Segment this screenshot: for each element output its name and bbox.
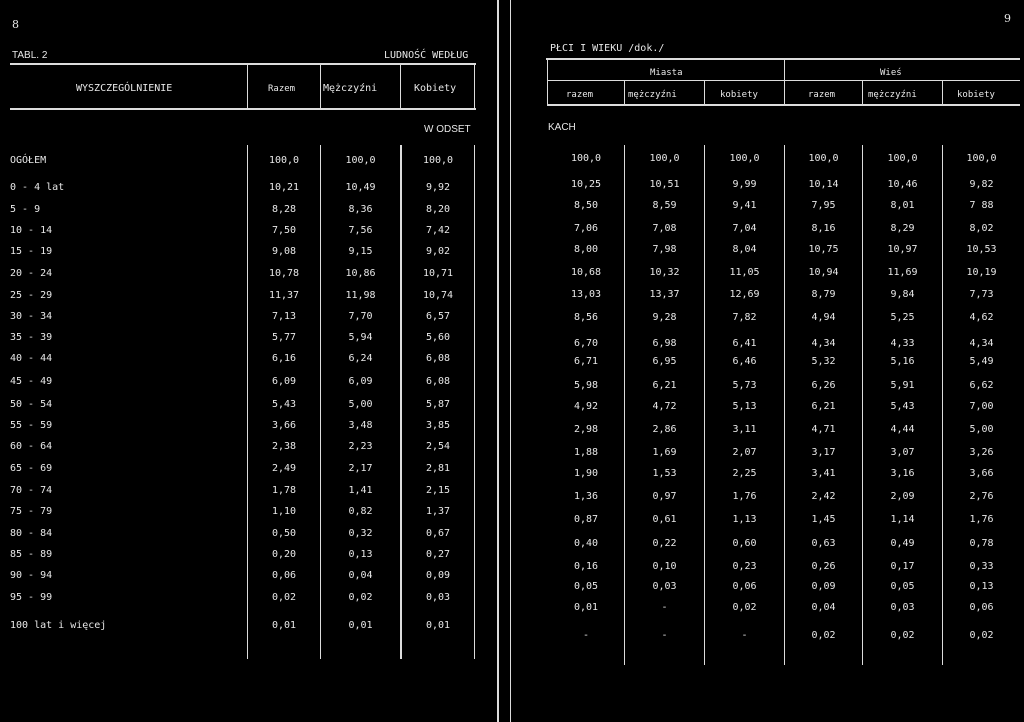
cell-wies-razem: 0,04	[811, 602, 836, 613]
cell-miasta-razem: 5,98	[573, 380, 599, 391]
cell-razem: 10,21	[268, 182, 300, 193]
cell-miasta-razem: 6,71	[573, 356, 599, 367]
row-label: 50 - 54	[10, 399, 53, 410]
cell-miasta-razem: 2,98	[573, 424, 599, 435]
cell-miasta-mezczyzni: 4,72	[652, 401, 677, 412]
cell-razem: 0,50	[271, 528, 297, 539]
cell-mezczyzni: 1,41	[348, 485, 373, 496]
cell-razem: 0,01	[271, 620, 297, 631]
cell-wies-mezczyzni: 5,91	[890, 380, 915, 391]
cell-wies-mezczyzni: 5,25	[890, 312, 915, 323]
cell-razem: 7,50	[271, 225, 297, 236]
row-label: 35 - 39	[10, 332, 53, 343]
cell-razem: 10,78	[268, 268, 300, 279]
rule-header-bottom-right	[547, 104, 1020, 106]
cell-miasta-kobiety: 7,82	[732, 312, 757, 323]
hdr-sep-2	[320, 64, 321, 109]
cell-wies-mezczyzni: 3,16	[890, 468, 915, 479]
cell-kobiety: 100,0	[422, 155, 454, 166]
cell-wies-razem: 8,79	[811, 289, 836, 300]
page-number-right: 9	[1004, 12, 1011, 25]
cell-wies-mezczyzni: 10,97	[887, 244, 918, 255]
row-label: 65 - 69	[10, 463, 53, 474]
cell-wies-razem: 0,09	[811, 581, 836, 592]
cell-miasta-mezczyzni: 0,97	[652, 491, 677, 502]
cell-kobiety: 5,60	[425, 332, 451, 343]
cell-miasta-razem: 10,68	[570, 267, 602, 278]
cell-wies-mezczyzni: 0,02	[890, 630, 915, 641]
cell-wies-kobiety: 7,73	[969, 289, 994, 300]
rule-top-left	[10, 63, 476, 65]
row-label: 80 - 84	[10, 528, 53, 539]
cell-miasta-mezczyzni: 7,98	[652, 244, 677, 255]
cell-kobiety: 9,02	[425, 246, 451, 257]
cell-mezczyzni: 11,98	[345, 290, 376, 301]
cell-wies-mezczyzni: 0,05	[890, 581, 915, 592]
table-label: TABL. 2	[12, 50, 48, 61]
cell-mezczyzni: 2,23	[348, 441, 373, 452]
cell-wies-kobiety: 0,33	[969, 561, 994, 572]
cell-miasta-mezczyzni: 10,51	[649, 179, 680, 190]
cell-miasta-razem: -	[582, 630, 590, 641]
cell-razem: 5,77	[271, 332, 297, 343]
cell-razem: 0,02	[271, 592, 297, 603]
cell-wies-kobiety: 0,13	[969, 581, 994, 592]
cell-miasta-mezczyzni: 2,86	[652, 424, 677, 435]
cell-wies-mezczyzni: 8,29	[890, 223, 915, 234]
group-wies: Wieś	[880, 68, 902, 78]
cell-miasta-mezczyzni: 1,53	[652, 468, 677, 479]
row-label: 55 - 59	[10, 420, 53, 431]
cell-miasta-razem: 6,70	[573, 338, 599, 349]
cell-mezczyzni: 10,86	[345, 268, 376, 279]
cell-wies-kobiety: 9,82	[969, 179, 994, 190]
cell-miasta-mezczyzni: 9,28	[652, 312, 677, 323]
cell-wies-mezczyzni: 0,03	[890, 602, 915, 613]
cell-wies-mezczyzni: 4,44	[890, 424, 915, 435]
col-w-kobiety: kobiety	[957, 90, 995, 100]
cell-wies-razem: 3,17	[811, 447, 836, 458]
cell-miasta-mezczyzni: 8,59	[652, 200, 677, 211]
col-m-razem: razem	[566, 90, 594, 100]
cell-wies-kobiety: 8,02	[969, 223, 994, 234]
row-label: 40 - 44	[10, 353, 53, 364]
cell-miasta-kobiety: 9,99	[732, 179, 757, 190]
row-label: 95 - 99	[10, 592, 53, 603]
rule-top-right	[546, 58, 1020, 60]
rhdr-sep-mid	[784, 60, 785, 105]
cell-kobiety: 0,67	[425, 528, 451, 539]
cell-kobiety: 9,92	[425, 182, 451, 193]
cell-wies-kobiety: 5,49	[969, 356, 994, 367]
cell-wies-razem: 4,94	[811, 312, 836, 323]
cell-miasta-kobiety: 0,02	[732, 602, 757, 613]
cell-miasta-kobiety: 1,13	[732, 514, 757, 525]
cell-mezczyzni: 5,94	[348, 332, 373, 343]
cell-kobiety: 2,54	[425, 441, 451, 452]
row-label: 45 - 49	[10, 376, 53, 387]
cell-wies-razem: 10,14	[808, 179, 839, 190]
cell-wies-kobiety: 7,00	[969, 401, 994, 412]
unit-label-part1: W ODSET	[424, 124, 471, 135]
col-m-mezczyzni: mężczyźni	[628, 90, 677, 100]
cell-wies-kobiety: 5,00	[969, 424, 994, 435]
cell-wies-kobiety: 0,78	[969, 538, 994, 549]
col-w-mezczyzni: mężczyźni	[868, 90, 917, 100]
cell-kobiety: 1,37	[425, 506, 451, 517]
cell-miasta-razem: 10,25	[570, 179, 602, 190]
cell-mezczyzni: 7,70	[348, 311, 373, 322]
row-label: 100 lat i więcej	[10, 620, 107, 631]
cell-miasta-kobiety: 0,06	[732, 581, 757, 592]
col-header-wyszczegolnienie: WYSZCZEGÓLNIENIE	[76, 83, 173, 94]
cell-wies-razem: 5,32	[811, 356, 836, 367]
cell-razem: 100,0	[268, 155, 300, 166]
cell-kobiety: 3,85	[425, 420, 451, 431]
cell-miasta-kobiety: 3,11	[732, 424, 757, 435]
row-label: 15 - 19	[10, 246, 53, 257]
cell-razem: 2,49	[271, 463, 297, 474]
cell-mezczyzni: 6,09	[348, 376, 373, 387]
col-m-kobiety: kobiety	[720, 90, 758, 100]
cell-wies-mezczyzni: 100,0	[887, 153, 918, 164]
row-label: 5 - 9	[10, 204, 41, 215]
cell-miasta-mezczyzni: 100,0	[649, 153, 680, 164]
cell-miasta-kobiety: -	[741, 630, 748, 641]
cell-kobiety: 10,74	[422, 290, 454, 301]
cell-miasta-kobiety: 2,07	[732, 447, 757, 458]
cell-razem: 1,78	[271, 485, 297, 496]
cell-wies-razem: 3,41	[811, 468, 836, 479]
cell-miasta-razem: 13,03	[570, 289, 602, 300]
group-miasta: Miasta	[650, 68, 683, 78]
body-sep-4	[474, 145, 475, 659]
cell-miasta-razem: 7,06	[573, 223, 599, 234]
cell-wies-kobiety: 10,19	[966, 267, 997, 278]
cell-wies-razem: 0,63	[811, 538, 836, 549]
cell-razem: 6,16	[271, 353, 297, 364]
cell-wies-razem: 10,75	[808, 244, 839, 255]
cell-mezczyzni: 2,17	[348, 463, 373, 474]
cell-miasta-razem: 0,05	[573, 581, 599, 592]
cell-miasta-mezczyzni: 6,98	[652, 338, 677, 349]
cell-wies-razem: 2,42	[811, 491, 836, 502]
cell-miasta-kobiety: 0,23	[732, 561, 757, 572]
row-label: 75 - 79	[10, 506, 53, 517]
page-number-left: 8	[12, 18, 19, 31]
cell-miasta-razem: 100,0	[570, 153, 602, 164]
cell-miasta-razem: 0,87	[573, 514, 599, 525]
cell-razem: 2,38	[271, 441, 297, 452]
cell-wies-razem: 7,95	[811, 200, 836, 211]
col-w-razem: razem	[808, 90, 836, 100]
cell-mezczyzni: 5,00	[348, 399, 373, 410]
cell-miasta-mezczyzni: 6,21	[652, 380, 677, 391]
cell-miasta-kobiety: 7,04	[732, 223, 757, 234]
page-spine-right	[510, 0, 511, 722]
cell-razem: 11,37	[268, 290, 300, 301]
cell-kobiety: 0,09	[425, 570, 451, 581]
cell-miasta-razem: 4,92	[573, 401, 599, 412]
cell-wies-mezczyzni: 4,33	[890, 338, 915, 349]
cell-miasta-razem: 0,16	[573, 561, 599, 572]
cell-wies-razem: 10,94	[808, 267, 839, 278]
cell-miasta-razem: 8,50	[573, 200, 599, 211]
cell-miasta-razem: 1,36	[573, 491, 599, 502]
cell-miasta-mezczyzni: 6,95	[652, 356, 677, 367]
cell-wies-mezczyzni: 9,84	[890, 289, 915, 300]
cell-kobiety: 0,01	[425, 620, 451, 631]
row-label: 20 - 24	[10, 268, 53, 279]
cell-razem: 7,13	[271, 311, 297, 322]
cell-miasta-razem: 8,56	[573, 312, 599, 323]
cell-wies-razem: 0,02	[811, 630, 836, 641]
cell-razem: 0,20	[271, 549, 297, 560]
cell-miasta-mezczyzni: -	[661, 630, 668, 641]
cell-wies-kobiety: 3,66	[969, 468, 994, 479]
cell-wies-kobiety: 0,06	[969, 602, 994, 613]
cell-wies-kobiety: 0,02	[969, 630, 994, 641]
cell-wies-razem: 6,21	[811, 401, 836, 412]
cell-wies-kobiety: 100,0	[966, 153, 997, 164]
cell-mezczyzni: 3,48	[348, 420, 373, 431]
cell-wies-mezczyzni: 11,69	[887, 267, 918, 278]
cell-miasta-kobiety: 2,25	[732, 468, 757, 479]
cell-wies-kobiety: 6,62	[969, 380, 994, 391]
cell-miasta-razem: 0,40	[573, 538, 599, 549]
title-part1: LUDNOŚĆ WEDŁUG	[384, 50, 469, 61]
cell-kobiety: 2,15	[425, 485, 451, 496]
hdr-sep-3	[400, 64, 401, 109]
cell-mezczyzni: 100,0	[345, 155, 376, 166]
cell-miasta-kobiety: 100,0	[729, 153, 760, 164]
rhdr-sep-4	[862, 81, 863, 105]
cell-mezczyzni: 9,15	[348, 246, 373, 257]
cell-wies-mezczyzni: 5,43	[890, 401, 915, 412]
cell-wies-razem: 6,26	[811, 380, 836, 391]
row-label: 90 - 94	[10, 570, 53, 581]
cell-razem: 9,08	[271, 246, 297, 257]
cell-wies-kobiety: 2,76	[969, 491, 994, 502]
cell-kobiety: 5,87	[425, 399, 451, 410]
cell-wies-kobiety: 10,53	[966, 244, 997, 255]
cell-mezczyzni: 7,56	[348, 225, 373, 236]
cell-wies-kobiety: 7 88	[969, 200, 994, 211]
row-label: 30 - 34	[10, 311, 53, 322]
cell-kobiety: 0,27	[425, 549, 451, 560]
row-label: 60 - 64	[10, 441, 53, 452]
cell-mezczyzni: 0,82	[348, 506, 373, 517]
cell-wies-razem: 4,34	[811, 338, 836, 349]
cell-mezczyzni: 0,13	[348, 549, 373, 560]
row-label: 85 - 89	[10, 549, 53, 560]
cell-mezczyzni: 0,02	[348, 592, 373, 603]
cell-mezczyzni: 8,36	[348, 204, 373, 215]
cell-razem: 6,09	[271, 376, 297, 387]
cell-miasta-mezczyzni: 0,10	[652, 561, 677, 572]
row-label: 0 - 4 lat	[10, 182, 65, 193]
cell-mezczyzni: 6,24	[348, 353, 373, 364]
rule-header-bottom-left	[10, 108, 476, 110]
cell-miasta-kobiety: 5,13	[732, 401, 757, 412]
cell-kobiety: 6,08	[425, 376, 451, 387]
cell-miasta-kobiety: 6,41	[732, 338, 757, 349]
cell-wies-razem: 8,16	[811, 223, 836, 234]
cell-kobiety: 7,42	[425, 225, 451, 236]
row-label: OGÓŁEM	[10, 155, 47, 166]
cell-kobiety: 8,20	[425, 204, 451, 215]
cell-wies-kobiety: 3,26	[969, 447, 994, 458]
cell-miasta-kobiety: 8,04	[732, 244, 757, 255]
col-header-mezczyzni: Mężczyźni	[323, 83, 378, 94]
cell-miasta-kobiety: 1,76	[732, 491, 757, 502]
cell-miasta-mezczyzni: 1,69	[652, 447, 677, 458]
cell-wies-mezczyzni: 5,16	[890, 356, 915, 367]
cell-razem: 5,43	[271, 399, 297, 410]
cell-kobiety: 6,57	[425, 311, 451, 322]
cell-wies-mezczyzni: 2,09	[890, 491, 915, 502]
hdr-sep-1	[247, 64, 248, 109]
row-label: 10 - 14	[10, 225, 53, 236]
cell-miasta-mezczyzni: 0,61	[652, 514, 677, 525]
cell-wies-razem: 1,45	[811, 514, 836, 525]
cell-miasta-kobiety: 6,46	[732, 356, 757, 367]
col-header-kobiety: Kobiety	[414, 83, 457, 94]
row-label: 25 - 29	[10, 290, 53, 301]
cell-miasta-kobiety: 0,60	[732, 538, 757, 549]
cell-miasta-razem: 8,00	[573, 244, 599, 255]
unit-label-part2: KACH	[548, 122, 576, 133]
cell-miasta-kobiety: 12,69	[729, 289, 760, 300]
title-part2: PŁCI I WIEKU /dok./	[550, 43, 665, 54]
cell-wies-mezczyzni: 0,17	[890, 561, 915, 572]
cell-razem: 1,10	[271, 506, 297, 517]
cell-razem: 3,66	[271, 420, 297, 431]
cell-razem: 0,06	[271, 570, 297, 581]
cell-miasta-kobiety: 9,41	[732, 200, 757, 211]
cell-miasta-kobiety: 11,05	[729, 267, 760, 278]
cell-kobiety: 2,81	[425, 463, 451, 474]
rhdr-sep-2	[704, 81, 705, 105]
rhdr-sep-5	[942, 81, 943, 105]
cell-kobiety: 0,03	[425, 592, 451, 603]
cell-wies-mezczyzni: 0,49	[890, 538, 915, 549]
cell-wies-razem: 100,0	[808, 153, 839, 164]
cell-wies-razem: 0,26	[811, 561, 836, 572]
cell-kobiety: 6,08	[425, 353, 451, 364]
cell-miasta-mezczyzni: 7,08	[652, 223, 677, 234]
cell-miasta-mezczyzni: 0,22	[652, 538, 677, 549]
rhdr-sep-0	[547, 60, 548, 105]
cell-wies-kobiety: 1,76	[969, 514, 994, 525]
cell-wies-mezczyzni: 10,46	[887, 179, 918, 190]
page-spine	[497, 0, 499, 722]
cell-miasta-mezczyzni: 0,03	[652, 581, 677, 592]
hdr-sep-4	[474, 64, 475, 109]
cell-razem: 8,28	[271, 204, 297, 215]
cell-miasta-mezczyzni: 10,32	[649, 267, 680, 278]
cell-miasta-razem: 1,90	[573, 468, 599, 479]
rhdr-sep-1	[624, 81, 625, 105]
cell-wies-kobiety: 4,34	[969, 338, 994, 349]
cell-wies-mezczyzni: 3,07	[890, 447, 915, 458]
cell-wies-kobiety: 4,62	[969, 312, 994, 323]
cell-wies-razem: 4,71	[811, 424, 836, 435]
cell-miasta-razem: 0,01	[573, 602, 599, 613]
col-header-razem: Razem	[268, 84, 296, 94]
row-label: 70 - 74	[10, 485, 53, 496]
cell-miasta-kobiety: 5,73	[732, 380, 757, 391]
cell-miasta-razem: 1,88	[573, 447, 599, 458]
cell-miasta-mezczyzni: -	[661, 602, 668, 613]
cell-wies-mezczyzni: 1,14	[890, 514, 915, 525]
cell-wies-mezczyzni: 8,01	[890, 200, 915, 211]
cell-miasta-mezczyzni: 13,37	[649, 289, 680, 300]
cell-mezczyzni: 0,01	[348, 620, 373, 631]
cell-mezczyzni: 0,04	[348, 570, 373, 581]
cell-mezczyzni: 0,32	[348, 528, 373, 539]
cell-mezczyzni: 10,49	[345, 182, 376, 193]
cell-kobiety: 10,71	[422, 268, 454, 279]
